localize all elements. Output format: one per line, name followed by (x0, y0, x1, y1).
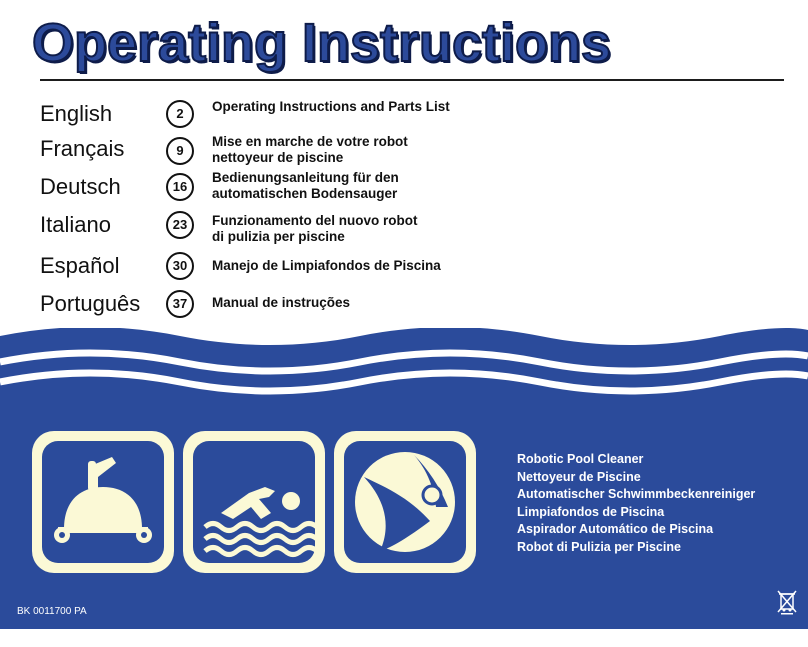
page-title: Operating Instructions (32, 13, 612, 73)
description-line: Manejo de Limpiafondos de Piscina (212, 258, 441, 273)
language-name: Français (40, 136, 125, 161)
language-name: Español (40, 253, 120, 278)
document-code: BK 0011700 PA (17, 606, 87, 617)
title-divider (40, 79, 784, 81)
language-description (212, 258, 532, 274)
language-name: Italiano (40, 212, 111, 237)
description-line: Bedienungsanleitung für den (212, 170, 399, 185)
product-name: Automatischer Schwimmbeckenreiniger (517, 487, 756, 502)
description-line: Funzionamento del nuovo robot (212, 213, 418, 228)
beach-ball-icon (334, 431, 476, 573)
description-line: Manual de instruções (212, 295, 351, 310)
language-row-espanol (0, 249, 808, 283)
product-name: Nettoyeur de Piscine (517, 469, 641, 484)
language-row-francais (0, 132, 808, 166)
product-name: Aspirador Automático de Piscina (517, 522, 714, 537)
language-row-portugues (0, 287, 808, 321)
robot-cleaner-icon (32, 431, 174, 573)
product-name: Robotic Pool Cleaner (517, 452, 644, 466)
language-row-italiano (0, 208, 808, 242)
language-row-english (0, 97, 808, 131)
description-line: Mise en marche de votre robot (212, 134, 408, 149)
page-number-badge: 9 (166, 137, 194, 165)
product-name: Robot di Pulizia per Piscine (517, 539, 681, 554)
language-name: English (40, 101, 113, 126)
product-name-list (517, 451, 797, 557)
page-number-badge: 23 (166, 211, 194, 239)
language-name: Deutsch (40, 174, 121, 199)
weee-bin-icon (775, 589, 799, 615)
language-description (212, 170, 532, 202)
description-line: di pulizia per piscine (212, 229, 345, 244)
page-number-badge: 2 (166, 100, 194, 128)
language-description (212, 295, 532, 311)
language-description (212, 213, 532, 245)
description-line: automatischen Bodensauger (212, 186, 398, 201)
language-row-deutsch (0, 170, 808, 204)
language-description (212, 134, 532, 166)
language-name: Português (40, 291, 141, 316)
page-number-badge: 37 (166, 290, 194, 318)
swimmer-icon (183, 431, 325, 573)
description-line: Operating Instructions and Parts List (212, 99, 450, 114)
description-line: nettoyeur de piscine (212, 150, 344, 165)
page-number-badge: 16 (166, 173, 194, 201)
language-description (212, 99, 532, 115)
page-number-badge: 30 (166, 252, 194, 280)
product-name: Limpiafondos de Piscina (517, 504, 665, 519)
